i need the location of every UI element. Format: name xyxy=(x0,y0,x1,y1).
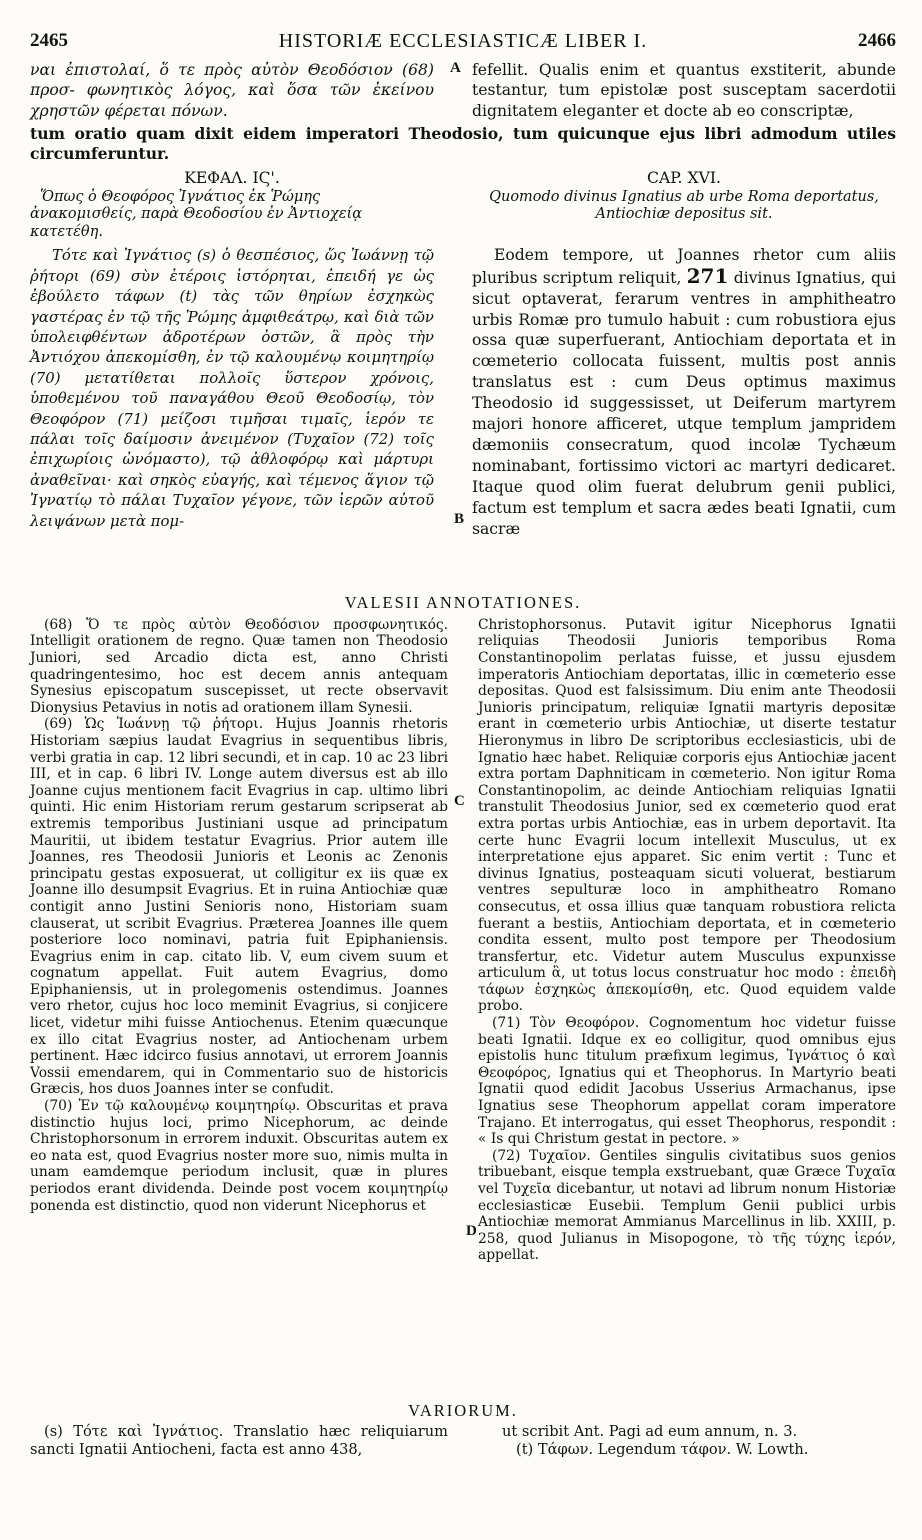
greek-top-text: ναι ἐπιστολαί, ὅ τε πρὸς αὐτὸν Θεοδόσιον (68) προσ- φωνητικὸς λόγος, καὶ ὅσα τῶν ἐκείνου χρηστῶν φέρεται πόνων. xyxy=(30,61,434,120)
annotation-70-continued: Christophorsonus. Putavit igitur Nicephorus Ignatii reliquias Theodosii Junioris temporibus Roma Constantinopolim perlatas fuisse, et jussu ejusdem imperatoris Antiochiam deportatas, illic in cœmeterio esse depositas. Quod est falsissimum. Diu enim ante Theodosii Junioris principatum, reliquiæ Ignatii martyris depositæ erant in cœmeterio urbis Antiochiæ, ut diserte testatur Hieronymus in libro De scriptoribus ecclesiasticis, ubi de Ignatio hæc habet. Reliquiæ corporis ejus Antiochiæ jacent extra portam Daphniticam in cœmeterio. Non igitur Roma Constantinopolim, ac deinde Antiochiam reliquias Ignatii transtulit Theodosius Junior, sed ex cœmeterio quod erat extra portas urbis Antiochiæ, eas in urbem deportavit. Ita certe hunc Evagrii locum intellexit Musculus, ut ex interpretatione ejus apparet. Sic enim vertit : Tunc et divinus Ignatius, posteaquam sicuti voluerat, bestiarum ventres sepulturæ loco in amphitheatro Romano consecutus, et ossa illius quæ tanquam robustiora relicta fuerant a bestiis, Antiochiam deportata, et in cœmeterio condita essent, multo post tempore per Theodosium transfertur, etc. Videtur autem Musculus expunxisse articulum ἃ, ut totus locus construatur hoc modo : ἐπειδὴ τάφων ἐσχηκὼς ἀπεκομίσθη, etc. Quod equidem valde probo. xyxy=(478,616,896,1015)
variorum-note-s-continued: ut scribit Ant. Pagi ad eum annum, n. 3. xyxy=(502,1422,798,1440)
latin-column xyxy=(472,165,896,540)
greek-chapter-summary: Ὅπως ὁ Θεοφόρος Ἰγνάτιος ἐκ Ῥώμης ἀνακομισθείς, παρὰ Θεοδοσίου ἐν Ἀντιοχείᾳ κατετέθη. xyxy=(30,188,362,240)
latin-text-part-1: Eodem tempore, ut Joannes rhetor cum aliis pluribus scriptum reliquit, xyxy=(472,245,896,287)
variorum-right xyxy=(502,1423,896,1459)
annotation-70: (70) Ἐν τῷ καλουμένῳ κοιμητηρίῳ. Obscuritas et prava distinctio hujus loci, primo Nicephorum, ac deinde Christophorsonum in errorem induxit. Obscuritas autem ex eo nata est, quod Evagrius noster more suo, nimis multa in unam eamdemque periodum inclusit, quæ in plures periodos erant dividenda. Deinde post vocem κοιμητηρίῳ ponenda est distinctio, quod non viderunt Nicephorus et xyxy=(30,1098,448,1214)
margin-letter-d: D xyxy=(466,1222,477,1239)
latin-chapter-text xyxy=(472,245,896,540)
variorum-left xyxy=(30,1423,448,1459)
margin-letter-c: C xyxy=(454,792,465,809)
valesii-right-column xyxy=(478,617,896,1264)
latin-chapter-heading: CAP. XVI. xyxy=(647,168,721,187)
greek-chapter-heading: ΚΕΦΑΛ. ΙϚ'. xyxy=(184,168,280,187)
variorum-columns xyxy=(30,1423,896,1483)
page xyxy=(30,30,896,1483)
running-title: HISTORIÆ ECCLESIASTICÆ LIBER I. xyxy=(278,30,648,52)
top-columns xyxy=(30,60,896,124)
margin-letter-b: B xyxy=(454,510,465,527)
full-width-line: tum oratio quam dixit eidem imperatori Theodosio, tum quicunque ejus libri admodum utiles circumferuntur. xyxy=(30,124,896,164)
latin-chapter-summary: Quomodo divinus Ignatius ab urbe Roma deportatus, Antiochiæ depositus sit. xyxy=(489,188,879,223)
chapter-columns xyxy=(30,165,896,585)
valesii-heading: VALESII ANNOTATIONES. xyxy=(344,592,582,612)
page-number-left: 2465 xyxy=(30,30,68,51)
variorum-heading: VARIORUM. xyxy=(408,1400,518,1420)
annotation-71: (71) Τὸν Θεοφόρον. Cognomentum hoc videtur fuisse beati Ignatii. Idque ex eo colligitur, quod omnibus ejus epistolis hunc titulum præfixum legimus, Ἰγνάτιος ὁ καὶ Θεοφόρος, Ignatius qui et Theophorus. In Martyrio beati Ignatii quod edidit Jacobus Usserius Armachanus, ipse Ignatius sese Theophorum appellat coram imperatore Trajano. Et interrogatus, qui esset Theophorus, respondit : « Is qui Christum gestat in pectore. » xyxy=(478,1015,896,1148)
margin-letter-a: A xyxy=(450,60,461,76)
page-number-right: 2466 xyxy=(858,30,896,51)
annotation-68: (68) Ὅ τε πρὸς αὐτὸν Θεοδόσιον προσφωνητικός. Intelligit orationem de regno. Quæ tamen non Theodosio Juniori, sed Arcadio dicta est, anno Christi quadringentesimo, hoc est decem annis antequam Synesius episcopatum suscepisset, ut recte observavit Dionysius Petavius in notis ad orationem illam Synesii. xyxy=(30,616,448,716)
valesii-columns xyxy=(30,617,896,1393)
greek-chapter-text: Τότε καὶ Ἰγνάτιος (s) ὁ θεσπέσιος, ὥς Ἰωάννῃ τῷ ῥήτορι (69) σὺν ἑτέροις ἱστόρηται, ἐπειδή γε ὡς ἐβούλετο τάφων (t) τὰς τῶν θηρίων ἐσχηκὼς γαστέρας ἐν τῷ τῆς Ῥώμης ἀμφιθεάτρῳ, καὶ διὰ τῶν ὑπολειφθέντων ἀδροτέρων ὀστῶν, ἃ πρὸς τὴν Ἀντιόχου ἀπεκομίσθη, ἐν τῷ καλουμένῳ κοιμητηρίῳ (70) μετατίθεται πολλοῖς ὕστερον χρόνοις, ὑποθεμένου τοῦ παναγάθου Θεοῦ Θεοδοσίῳ, τὸν Θεοφόρον (71) μείζοσι τιμῆσαι τιμαῖς, ἱερόν τε πάλαι τοῖς δαίμοσιν ἀνειμένον (Τυχαῖον (72) τοῖς ἐπιχωρίοις ὠνόμαστο), τῷ ἀθλοφόρῳ καὶ μάρτυρι ἀναθεῖναι· καὶ σηκὸς εὐαγής, καὶ τέμενος ἅγιον τῷ Ἰγνατίῳ τὸ πάλαι Τυχαῖον γέγονε, τῶν ἱερῶν αὐτοῦ λειψάνων μετὰ πομ- xyxy=(30,246,434,530)
variorum-note-t: (t) Τάφων. Legendum τάφον. W. Lowth. xyxy=(516,1440,809,1458)
valesii-left-column xyxy=(30,617,448,1214)
greek-column xyxy=(30,165,434,531)
volume-page-number: 271 xyxy=(686,263,729,288)
annotation-69: (69) Ὡς Ἰωάννῃ τῷ ῥήτορι. Hujus Joannis rhetoris Historiam sæpius laudat Evagrius in sequentibus libris, verbi gratia in cap. 12 libri secundi, et in cap. 10 ac 23 libri III, et in cap. 6 libri IV. Longe autem diversus est ab illo Joanne cujus mentionem facit Evagrius in cap. ultimo libri quinti. Hic enim Historiam rerum gestarum scripserat ab extremis temporibus Justiniani usque ad principatum Mauritii, ut ibidem testatur Evagrius. Prior autem ille Joannes, res Theodosii Junioris et Leonis ac Zenonis principatu gestas exposuerat, ut colligitur ex iis quæ ex Joanne illo desumpsit Evagrius. Et in ruina Antiochiæ quæ contigit anno Justini Senioris nono, Historiam suam clauserat, ut scribit Evagrius. Præterea Joannes ille quem posteriore loco nominavi, patria fuit Epiphaniensis. Evagrius enim in cap. citato lib. V, eum civem suum et cognatum appellat. Fuit autem Evagrius, domo Epiphaniensis, ut in prolegomenis ostendimus. Joannes vero rhetor, cujus hoc loco meminit Evagrius, si conjicere licet, videtur mihi fuisse Antiochenus. Etenim quæcunque ex illo citat Evagrius noster, ad Antiochenam urbem pertinent. Hæc idcirco fusius annotavi, ut errorem Joannis Vossii emendarem, qui in Commentario suo de historicis Græcis, hos duos Joannes inter se confudit. xyxy=(30,716,448,1098)
running-header xyxy=(30,30,896,60)
annotation-72: (72) Τυχαῖον. Gentiles singulis civitatibus suos genios tribuebant, eisque templa exstruebant, quæ Græce Τυχαῖα vel Τυχεῖα dicebantur, ut notavi ad librum nonum Historiæ ecclesiasticæ Eusebii. Templum Genii publici urbis Antiochiæ memorat Ammianus Marcellinus in lib. XXIII, p. 258, quod Julianus in Misopogone, τὸ τῆς τύχης ἱερόν, appellat. xyxy=(478,1147,896,1264)
latin-top-text: fefellit. Qualis enim et quantus exstiterit, abunde testantur, tum epistolæ post susceptam sacerdotii dignitatem eleganter et docte ab eo conscriptæ, xyxy=(472,61,896,120)
variorum-note-s: (s) Τότε καὶ Ἰγνάτιος. Translatio hæc reliquiarum sancti Ignatii Antiocheni, facta est anno 438, xyxy=(30,1422,448,1458)
latin-text-part-2: divinus Ignatius, qui sicut optaverat, ferarum ventres in amphitheatro urbis Romæ pro tumulo habuit : cum robustiora ejus ossa quæ superfuerant, Antiochiam deportata et in cœmeterio collocata fuissent, multis post annis translatus est : cum Deus optimus maximus Theodosio id suggessisset, ut Deiferum martyrem majori honore afficeret, utque templum jampridem dæmoniis consecratum, quod incolæ Tychæum nominabant, fortissimo victori ac martyri dedicaret. Itaque quod olim fuerat delubrum genii publici, factum est templum et sacra ædes beati Ignatii, cum sacræ xyxy=(472,268,896,538)
